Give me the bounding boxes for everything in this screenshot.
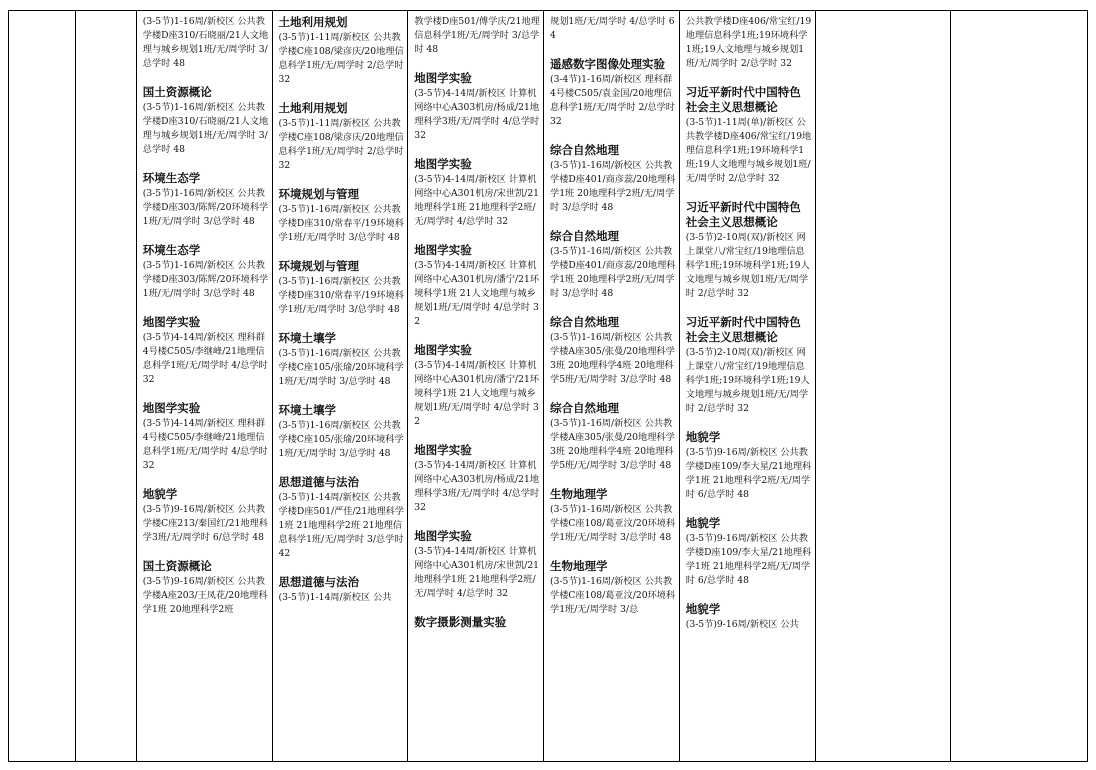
course-entry xyxy=(414,615,540,630)
course-title: 生物地理学 xyxy=(550,487,608,501)
course-detail: (3-4节)1-16周/新校区 理科群4号楼C505/袁金国/20地理信息科学1班/无/周学时 2/总学时 32 xyxy=(550,74,675,127)
course-detail: (3-5节)4-14周/新校区 计算机网络中心A301机房/宋世凯/21地理科学1班 21地理科学2班/无/周学时 4/总学时 32 xyxy=(414,174,540,227)
course-title: 环境土壤学 xyxy=(278,403,337,417)
course-entry xyxy=(279,575,405,605)
course-entry xyxy=(686,315,812,416)
timetable-column-section xyxy=(9,11,76,761)
course-detail: (3-5节)2-10周(双)/新校区 网上课堂八/常宝红/19地理信息科学1班;19环境科学1班;19人文地理与城乡规划1班/无/周学时 2/总学时 32 xyxy=(685,232,810,299)
course-detail: (3-5节)1-16周/新校区 公共教学楼D座401/商彦蕊/20地理科学1班 20地理科学2班/无/周学时 3/总学时 48 xyxy=(550,246,676,299)
timetable-column-empty xyxy=(951,11,1087,761)
course-detail: (3-5节)9-16周/新校区 公共教学楼D座109/李大星/21地理科学1班 21地理科学2班/无/周学时 6/总学时 48 xyxy=(685,447,812,500)
course-detail: (3-5节)1-14周/新校区 公共 xyxy=(278,592,392,603)
course-entry xyxy=(279,259,405,317)
course-title: 地图学实验 xyxy=(414,343,472,357)
course-title: 习近平新时代中国特色社会主义思想概论 xyxy=(685,315,801,344)
course-detail: (3-5节)9-16周/新校区 公共 xyxy=(685,619,799,630)
course-detail: (3-5节)1-16周/新校区 公共教学楼C座105/张瑜/20环境科学1班/无/周学时 3/总学时 48 xyxy=(278,348,404,387)
course-entry xyxy=(550,401,676,473)
timetable-grid xyxy=(8,10,1088,762)
course-title: 思想道德与法治 xyxy=(278,475,360,489)
course-title: 环境生态学 xyxy=(142,171,201,185)
course-title: 习近平新时代中国特色社会主义思想概论 xyxy=(685,85,801,114)
course-entry xyxy=(143,243,269,301)
course-entry xyxy=(686,200,812,301)
course-title: 国土资源概论 xyxy=(142,85,212,99)
course-detail: (3-5节)9-16周/新校区 公共教学楼A座203/王凤花/20地理科学1班 20地理科学2班 xyxy=(142,576,268,615)
course-title: 地图学实验 xyxy=(414,529,472,543)
course-entry xyxy=(143,85,269,157)
course-detail: (3-5节)4-14周/新校区 理科群4号楼C505/李继峰/21地理信息科学1班/无/周学时 4/总学时 32 xyxy=(142,332,268,385)
course-detail: (3-5节)2-10周(双)/新校区 网上课堂八/常宝红/19地理信息科学1班;19环境科学1班;19人文地理与城乡规划1班/无/周学时 2/总学时 32 xyxy=(685,347,810,414)
course-title: 遥感数字图像处理实验 xyxy=(550,57,666,71)
course-title: 环境规划与管理 xyxy=(278,187,360,201)
course-entry xyxy=(279,101,405,173)
course-title: 习近平新时代中国特色社会主义思想概论 xyxy=(685,200,801,229)
course-entry xyxy=(686,516,812,588)
course-entry xyxy=(279,331,405,389)
course-detail-continued: 规划1班/无/周学时 4/总学时 64 xyxy=(550,16,675,41)
course-entry xyxy=(143,315,269,387)
course-entry xyxy=(550,315,676,387)
course-title: 地图学实验 xyxy=(414,71,472,85)
course-detail: (3-5节)1-11周/新校区 公共教学楼C座108/梁彦庆/20地理信息科学1班/无/周学时 2/总学时 32 xyxy=(278,32,404,85)
course-detail: (3-5节)1-16周/新校区 公共教学楼A座305/张曼/20地理科学3班 20地理科学4班 20地理科学5班/无/周学时 3/总学时 48 xyxy=(550,332,675,385)
course-entry xyxy=(414,71,540,143)
course-title: 土地利用规划 xyxy=(278,15,348,29)
course-title: 地图学实验 xyxy=(414,443,472,457)
course-entry xyxy=(279,475,405,561)
course-detail: (3-5节)1-16周/新校区 公共教学楼C座108/葛亚汶/20环境科学1班/无/周学时 3/总 xyxy=(550,576,676,615)
course-detail: (3-5节)9-16周/新校区 公共教学楼D座109/李大星/21地理科学1班 21地理科学2班/无/周学时 6/总学时 48 xyxy=(685,533,812,586)
course-title: 数字摄影测量实验 xyxy=(414,615,507,629)
course-entry xyxy=(550,487,676,545)
course-title: 综合自然地理 xyxy=(550,143,620,157)
course-detail: (3-5节)1-16周/新校区 公共教学楼D座303/陈辉/20环境科学1班/无/周学时 3/总学时 48 xyxy=(142,260,269,299)
course-title: 综合自然地理 xyxy=(550,229,620,243)
course-title: 土地利用规划 xyxy=(278,101,348,115)
course-entry xyxy=(414,443,540,515)
course-title: 思想道德与法治 xyxy=(278,575,360,589)
timetable-column-period xyxy=(76,11,137,761)
course-entry xyxy=(414,343,540,429)
course-entry xyxy=(279,403,405,461)
course-title: 国土资源概论 xyxy=(142,559,212,573)
course-title: 地图学实验 xyxy=(142,401,201,415)
course-entry xyxy=(279,15,405,87)
course-entry xyxy=(550,143,676,215)
course-detail: (3-5节)4-14周/新校区 计算机网络中心A301机房/宋世凯/21地理科学1班 21地理科学2班/无/周学时 4/总学时 32 xyxy=(414,546,540,599)
course-detail: (3-5节)4-14周/新校区 计算机网络中心A303机房/杨成/21地理科学3班/无/周学时 4/总学时 32 xyxy=(414,88,540,141)
course-title: 环境规划与管理 xyxy=(278,259,360,273)
course-detail: (3-5节)1-16周/新校区 公共教学楼D座401/商彦蕊/20地理科学1班 20地理科学2班/无/周学时 3/总学时 48 xyxy=(550,160,676,213)
timetable-column-day xyxy=(408,11,544,761)
timetable-column-day xyxy=(273,11,409,761)
course-detail: (3-5节)9-16周/新校区 公共教学楼C座213/秦国红/21地理科学3班/无/周学时 6/总学时 48 xyxy=(142,504,268,543)
course-detail: (3-5节)1-16周/新校区 公共教学楼D座310/石晓丽/21人文地理与城乡规划1班/无/周学时 3/总学时 48 xyxy=(142,102,269,155)
course-detail: (3-5节)1-16周/新校区 公共教学楼C座105/张瑜/20环境科学1班/无/周学时 3/总学时 48 xyxy=(278,420,404,459)
course-entry xyxy=(143,15,269,71)
course-title: 地貌学 xyxy=(685,602,721,616)
course-title: 生物地理学 xyxy=(550,559,608,573)
course-entry xyxy=(414,529,540,601)
course-title: 环境土壤学 xyxy=(278,331,337,345)
course-entry xyxy=(550,57,676,129)
course-title: 环境生态学 xyxy=(142,243,201,257)
course-entry xyxy=(143,487,269,545)
course-detail: (3-5节)1-11周/新校区 公共教学楼C座108/梁彦庆/20地理信息科学1班/无/周学时 2/总学时 32 xyxy=(278,118,404,171)
course-title: 地图学实验 xyxy=(414,243,472,257)
course-title: 地图学实验 xyxy=(142,315,201,329)
course-title: 综合自然地理 xyxy=(550,401,620,415)
course-title: 地图学实验 xyxy=(414,157,472,171)
course-entry xyxy=(550,559,676,617)
course-entry xyxy=(143,171,269,229)
timetable-column-empty xyxy=(816,11,952,761)
timetable-column-day xyxy=(544,11,680,761)
course-entry xyxy=(414,157,540,229)
course-entry xyxy=(686,602,812,632)
course-title: 综合自然地理 xyxy=(550,315,620,329)
course-entry xyxy=(550,229,676,301)
course-detail: (3-5节)1-16周/新校区 公共教学楼D座310/常春平/19环境科学1班/无/周学时 3/总学时 48 xyxy=(278,204,404,243)
course-title: 地貌学 xyxy=(685,516,721,530)
timetable-column-day xyxy=(680,11,816,761)
course-detail: (3-5节)4-14周/新校区 计算机网络中心A301机房/潘宁/21环境科学1班 21人文地理与城乡规划1班/无/周学时 4/总学时 32 xyxy=(414,260,540,327)
course-entry xyxy=(414,243,540,329)
course-title: 地貌学 xyxy=(142,487,178,501)
course-detail: (3-5节)1-16周/新校区 公共教学楼D座310/常春平/19环境科学1班/无/周学时 3/总学时 48 xyxy=(278,276,404,315)
course-detail: (3-5节)1-16周/新校区 公共教学楼C座108/葛亚汶/20环境科学1班/无/周学时 3/总学时 48 xyxy=(550,504,676,543)
course-title: 地貌学 xyxy=(685,430,721,444)
course-detail: (3-5节)1-11周(单)/新校区 公共教学楼D座406/常宝红/19地理信息科学1班;19环境科学1班;19人文地理与城乡规划1班/无/周学时 2/总学时 32 xyxy=(685,117,812,184)
course-detail: (3-5节)1-16周/新校区 公共教学楼A座305/张曼/20地理科学3班 20地理科学4班 20地理科学5班/无/周学时 3/总学时 48 xyxy=(550,418,675,471)
course-detail: (3-5节)1-16周/新校区 公共教学楼D座310/石晓丽/21人文地理与城乡规划1班/无/周学时 3/总学时 48 xyxy=(142,16,269,69)
course-entry xyxy=(686,85,812,186)
course-detail-continued: 公共教学楼D座406/常宝红/19地理信息科学1班;19环境科学1班;19人文地理与城乡规划1班/无/周学时 2/总学时 32 xyxy=(685,16,812,69)
course-detail: (3-5节)1-16周/新校区 公共教学楼D座303/陈辉/20环境科学1班/无/周学时 3/总学时 48 xyxy=(142,188,269,227)
course-entry xyxy=(143,559,269,617)
course-detail: (3-5节)4-14周/新校区 理科群4号楼C505/李继峰/21地理信息科学1班/无/周学时 4/总学时 32 xyxy=(142,418,268,471)
course-detail: (3-5节)1-14周/新校区 公共教学楼D座501/严佳/21地理科学1班 21地理科学2班 21地理信息科学1班/无/周学时 3/总学时 42 xyxy=(278,492,404,559)
course-entry xyxy=(279,187,405,245)
course-detail: (3-5节)4-14周/新校区 计算机网络中心A303机房/杨成/21地理科学3班/无/周学时 4/总学时 32 xyxy=(414,460,540,513)
timetable-column-day xyxy=(137,11,273,761)
course-entry xyxy=(686,430,812,502)
course-detail-continued: 教学楼D座501/傅学庆/21地理信息科学1班/无/周学时 3/总学时 48 xyxy=(414,16,540,55)
course-detail: (3-5节)4-14周/新校区 计算机网络中心A301机房/潘宁/21环境科学1班 21人文地理与城乡规划1班/无/周学时 4/总学时 32 xyxy=(414,360,540,427)
course-entry xyxy=(143,401,269,473)
